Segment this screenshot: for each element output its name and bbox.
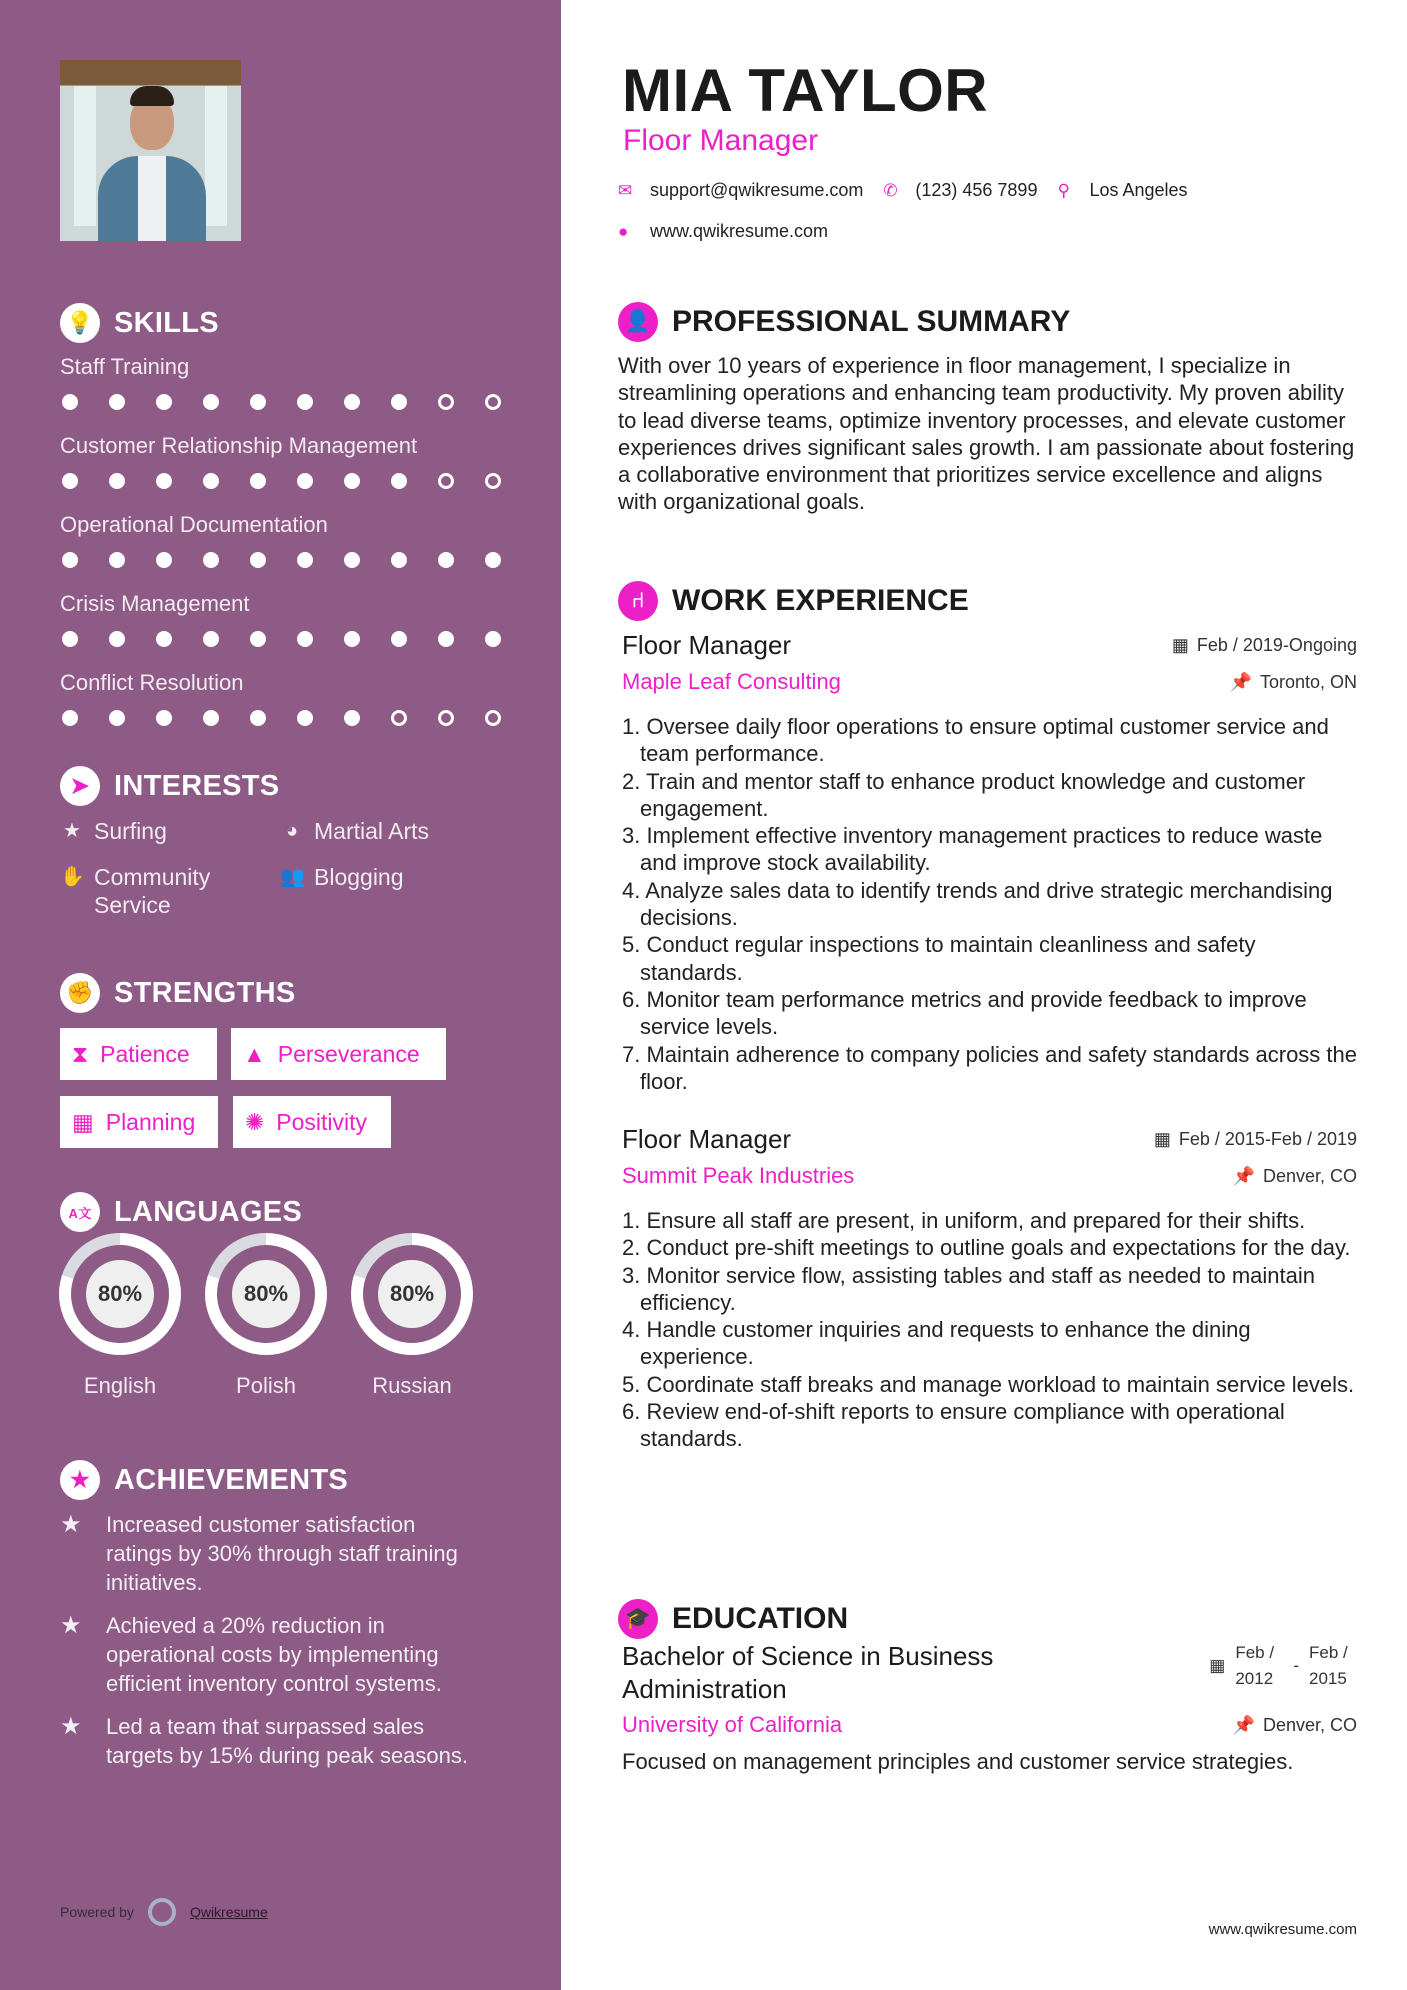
skill-label: Crisis Management	[60, 591, 250, 616]
graduate-icon: 🎓	[618, 1599, 658, 1639]
rating-dot-filled	[156, 631, 172, 647]
rating-dot-filled	[203, 710, 219, 726]
achievements-heading: ★ ACHIEVEMENTS	[60, 1460, 348, 1500]
language-name: English	[83, 1373, 157, 1398]
skill-rating	[62, 631, 501, 647]
skills-list	[60, 354, 501, 749]
interest-item: 👥 Blogging	[280, 864, 404, 890]
job-title-text: Floor Manager	[622, 630, 792, 660]
rating-dot-filled	[109, 473, 125, 489]
achievement-text: Achieved a 20% reduction in operational costs by implementing efficient inventory control systems.	[106, 1613, 442, 1696]
language-progress-ring	[59, 1233, 181, 1355]
language-name: Polish	[236, 1373, 296, 1398]
website-row	[618, 221, 828, 242]
rating-dot-filled	[62, 394, 78, 410]
rating-dot-filled	[297, 631, 313, 647]
hand-icon: ✋	[60, 866, 85, 888]
rating-dot-filled	[438, 631, 454, 647]
website[interactable]: www.qwikresume.com	[650, 221, 829, 241]
bullet-item: Coordinate staff breaks and manage workload to maintain service levels.	[646, 1371, 1355, 1397]
degree: Bachelor of Science in Business Administration	[622, 1641, 994, 1704]
rating-dot-filled	[391, 394, 407, 410]
languages-list	[59, 1233, 473, 1399]
job-title: Floor Manager	[623, 124, 819, 157]
pin-icon: 📌	[1229, 671, 1252, 692]
languages-heading: A文 LANGUAGES	[60, 1192, 302, 1232]
rating-dot-filled	[297, 552, 313, 568]
skills-heading: 💡 SKILLS	[60, 303, 219, 343]
edu-start: Feb / 2012	[1235, 1643, 1275, 1688]
envelope-icon: ✉	[618, 180, 633, 200]
achievement-item	[60, 1712, 480, 1770]
language-percent: 80%	[86, 1260, 154, 1328]
job-header	[622, 630, 1357, 661]
skill-label: Conflict Resolution	[60, 670, 244, 695]
rating-dot-filled	[156, 552, 172, 568]
shooting-star-icon: ★	[60, 1460, 100, 1500]
edu-location: Denver, CO	[1262, 1714, 1357, 1735]
rating-dot-filled	[391, 631, 407, 647]
bullet-item: Conduct regular inspections to maintain cleanliness and safety standards.	[640, 932, 1256, 985]
rating-dot-empty	[438, 710, 454, 726]
date-separator: -	[1293, 1656, 1299, 1675]
translate-icon: A文	[60, 1192, 100, 1232]
rating-dot-filled	[391, 552, 407, 568]
interest-item: ✋ Community Service	[60, 864, 211, 918]
rating-dot-filled	[297, 710, 313, 726]
bullet-item: Ensure all staff are present, in uniform, and prepared for their shifts.	[646, 1208, 1306, 1233]
rating-dot-filled	[109, 552, 125, 568]
language-item	[205, 1233, 327, 1399]
strength-badge: ▲ Perseverance	[231, 1028, 446, 1080]
interest-item: ★ Surfing	[60, 817, 167, 845]
sun-icon: ✺	[245, 1108, 265, 1135]
rating-dot-filled	[297, 473, 313, 489]
chair-icon: ⑁	[618, 581, 658, 621]
rating-dot-filled	[438, 552, 454, 568]
achievement-text: Increased customer satisfaction ratings by 30% through staff training initiatives.	[106, 1512, 458, 1595]
globe-icon: ●	[618, 221, 629, 241]
skill-label: Customer Relationship Management	[60, 433, 418, 458]
skill-item	[60, 433, 501, 489]
fist-icon: ✊	[60, 973, 100, 1013]
skill-label: Operational Documentation	[60, 512, 328, 537]
skill-rating	[62, 394, 501, 410]
interests-heading: ➤ INTERESTS	[60, 766, 279, 806]
skill-rating	[62, 473, 501, 489]
achievement-item	[60, 1611, 480, 1698]
job-bullets	[622, 1207, 1357, 1453]
rating-dot-filled	[62, 631, 78, 647]
dates-text: Feb / 2015-Feb / 2019	[1178, 1129, 1357, 1149]
skill-item	[60, 512, 501, 568]
language-progress-ring	[351, 1233, 473, 1355]
rating-dot-empty	[438, 473, 454, 489]
experience-heading: ⑁ WORK EXPERIENCE	[618, 581, 969, 621]
achievement-item	[60, 1510, 480, 1597]
shooting-star-icon: ★	[60, 1713, 82, 1740]
rating-dot-filled	[344, 631, 360, 647]
rating-dot-filled	[62, 710, 78, 726]
rating-dot-filled	[297, 394, 313, 410]
summary-heading: 👤 PROFESSIONAL SUMMARY	[618, 302, 1070, 342]
edu-end: Feb / 2015	[1309, 1643, 1348, 1688]
qwikresume-link[interactable]: Qwikresume	[189, 1904, 268, 1920]
job-location	[1233, 1166, 1357, 1187]
hourglass-icon: ⧗	[72, 1040, 89, 1067]
rating-dot-filled	[344, 394, 360, 410]
rating-dot-filled	[109, 710, 125, 726]
skill-label: Staff Training	[60, 354, 190, 379]
job-dates	[1172, 635, 1357, 656]
job-entry	[622, 1124, 1357, 1453]
rating-dot-empty	[485, 710, 501, 726]
lightbulb-icon: 💡	[60, 303, 100, 343]
rating-dot-filled	[391, 473, 407, 489]
paper-plane-icon: ➤	[60, 766, 100, 806]
calendar-icon: ▦	[1153, 1129, 1171, 1149]
users-icon: 👥	[280, 866, 305, 888]
job-location	[1230, 672, 1357, 693]
bullet-item: Maintain adherence to company policies and safety standards across the floor.	[640, 1041, 1358, 1094]
edu-description: Focused on management principles and customer service strategies.	[622, 1749, 1294, 1774]
road-icon: ▲	[243, 1040, 266, 1067]
rating-dot-filled	[250, 710, 266, 726]
job-subheader	[622, 1163, 1357, 1189]
location-text: Denver, CO	[1262, 1165, 1357, 1186]
star-icon: ★	[63, 820, 81, 842]
candidate-name: MIA TAYLOR	[622, 57, 989, 124]
shooting-star-icon: ★	[60, 1511, 82, 1538]
rating-dot-filled	[62, 552, 78, 568]
bullet-item: Analyze sales data to identify trends and drive strategic merchandising decisions.	[640, 877, 1333, 931]
interest-item: ◕ Martial Arts	[280, 817, 429, 845]
sidebar	[0, 0, 561, 1990]
location: Los Angeles	[1089, 180, 1188, 200]
rating-dot-filled	[344, 552, 360, 568]
rating-dot-filled	[156, 394, 172, 410]
strength-badge: ⧗ Patience	[60, 1028, 217, 1080]
rating-dot-filled	[109, 631, 125, 647]
rating-dot-filled	[203, 394, 219, 410]
rating-dot-filled	[250, 473, 266, 489]
language-name: Russian	[372, 1373, 452, 1398]
bullet-item: Monitor team performance metrics and provide feedback to improve service levels.	[640, 986, 1307, 1040]
language-progress-ring	[205, 1233, 327, 1355]
rating-dot-filled	[344, 473, 360, 489]
skill-item	[60, 591, 501, 647]
strengths-heading: ✊ STRENGTHS	[60, 973, 296, 1013]
rating-dot-empty	[485, 473, 501, 489]
rating-dot-empty	[391, 710, 407, 726]
rating-dot-filled	[156, 710, 172, 726]
job-header	[622, 1124, 1357, 1155]
pin-icon: 📌	[1232, 1714, 1255, 1735]
rating-dot-filled	[485, 631, 501, 647]
achievements-list	[60, 1510, 480, 1784]
skill-item	[60, 670, 501, 726]
phone: (123) 456 7899	[915, 180, 1038, 200]
bullet-item: Handle customer inquiries and requests to enhance the dining experience.	[640, 1317, 1251, 1370]
rating-dot-filled	[344, 710, 360, 726]
strength-badge: ✺ Positivity	[233, 1096, 391, 1148]
skill-item	[60, 354, 501, 410]
education-entry	[622, 1640, 1357, 1775]
bullet-item: Monitor service flow, assisting tables and staff as needed to maintain efficiency.	[640, 1262, 1316, 1315]
calendar-icon: ▦	[1209, 1656, 1226, 1675]
rating-dot-filled	[250, 394, 266, 410]
summary-text: With over 10 years of experience in floor management, I specialize in streamlining operations and enhancing team productivity. My proven ability to lead diverse teams, optimize inventory processes, and elevate customer experiences drives significant sales growth. I am passionate about fostering a collaborative environment that prioritizes service excellence and aligns with organizational goals.	[618, 353, 1355, 515]
phone-icon: ✆	[883, 180, 898, 200]
profile-photo	[60, 60, 241, 241]
rating-dot-filled	[203, 631, 219, 647]
rating-dot-filled	[109, 394, 125, 410]
language-item	[351, 1233, 473, 1399]
school: University of California	[622, 1712, 843, 1737]
dates-text: Feb / 2019-Ongoing	[1196, 635, 1357, 655]
map-pin-icon: ⚲	[1057, 180, 1070, 200]
rating-dot-filled	[203, 552, 219, 568]
language-percent: 80%	[378, 1260, 446, 1328]
user-icon: 👤	[618, 302, 658, 342]
calendar-icon: ▦	[1171, 635, 1189, 655]
calendar-icon: ▦	[72, 1108, 94, 1135]
rating-dot-empty	[485, 394, 501, 410]
job-bullets	[622, 713, 1357, 1095]
location-text: Toronto, ON	[1259, 671, 1357, 692]
job-title-text: Floor Manager	[622, 1124, 792, 1154]
pin-icon: 📌	[1232, 1165, 1255, 1186]
skill-rating	[62, 710, 501, 726]
rating-dot-empty	[438, 394, 454, 410]
job-dates	[1154, 1129, 1357, 1150]
company-name: Summit Peak Industries	[622, 1163, 855, 1188]
powered-by: Powered by Qwikresume	[60, 1898, 268, 1926]
language-percent: 80%	[232, 1260, 300, 1328]
bullet-item: Train and mentor staff to enhance product knowledge and customer engagement.	[640, 768, 1306, 821]
contact-row	[618, 180, 1188, 201]
skill-rating	[62, 552, 501, 568]
rating-dot-filled	[250, 631, 266, 647]
language-item	[59, 1233, 181, 1399]
rating-dot-filled	[485, 552, 501, 568]
rating-dot-filled	[156, 473, 172, 489]
bullet-item: Implement effective inventory management practices to reduce waste and improve stock availability.	[640, 823, 1323, 876]
bullet-item: Conduct pre-shift meetings to outline goals and expectations for the day.	[646, 1235, 1351, 1261]
qwikresume-logo-icon	[148, 1898, 176, 1926]
rating-dot-filled	[203, 473, 219, 489]
company-name: Maple Leaf Consulting	[622, 669, 841, 694]
bullet-item: Oversee daily floor operations to ensure optimal customer service and team performance.	[640, 714, 1329, 767]
education-heading: 🎓 EDUCATION	[618, 1599, 848, 1639]
strength-badge: ▦ Planning	[60, 1096, 218, 1148]
email[interactable]: support@qwikresume.com	[650, 180, 864, 200]
bullet-item: Review end-of-shift reports to ensure compliance with operational standards.	[640, 1399, 1285, 1452]
globe-icon: ◕	[285, 820, 299, 842]
rating-dot-filled	[250, 552, 266, 568]
job-subheader	[622, 669, 1357, 695]
job-entry	[622, 630, 1357, 1095]
rating-dot-filled	[62, 473, 78, 489]
achievement-text: Led a team that surpassed sales targets by 15% during peak seasons.	[106, 1714, 469, 1768]
shooting-star-icon: ★	[60, 1612, 82, 1639]
footer-website[interactable]: www.qwikresume.com	[1208, 1921, 1357, 1938]
